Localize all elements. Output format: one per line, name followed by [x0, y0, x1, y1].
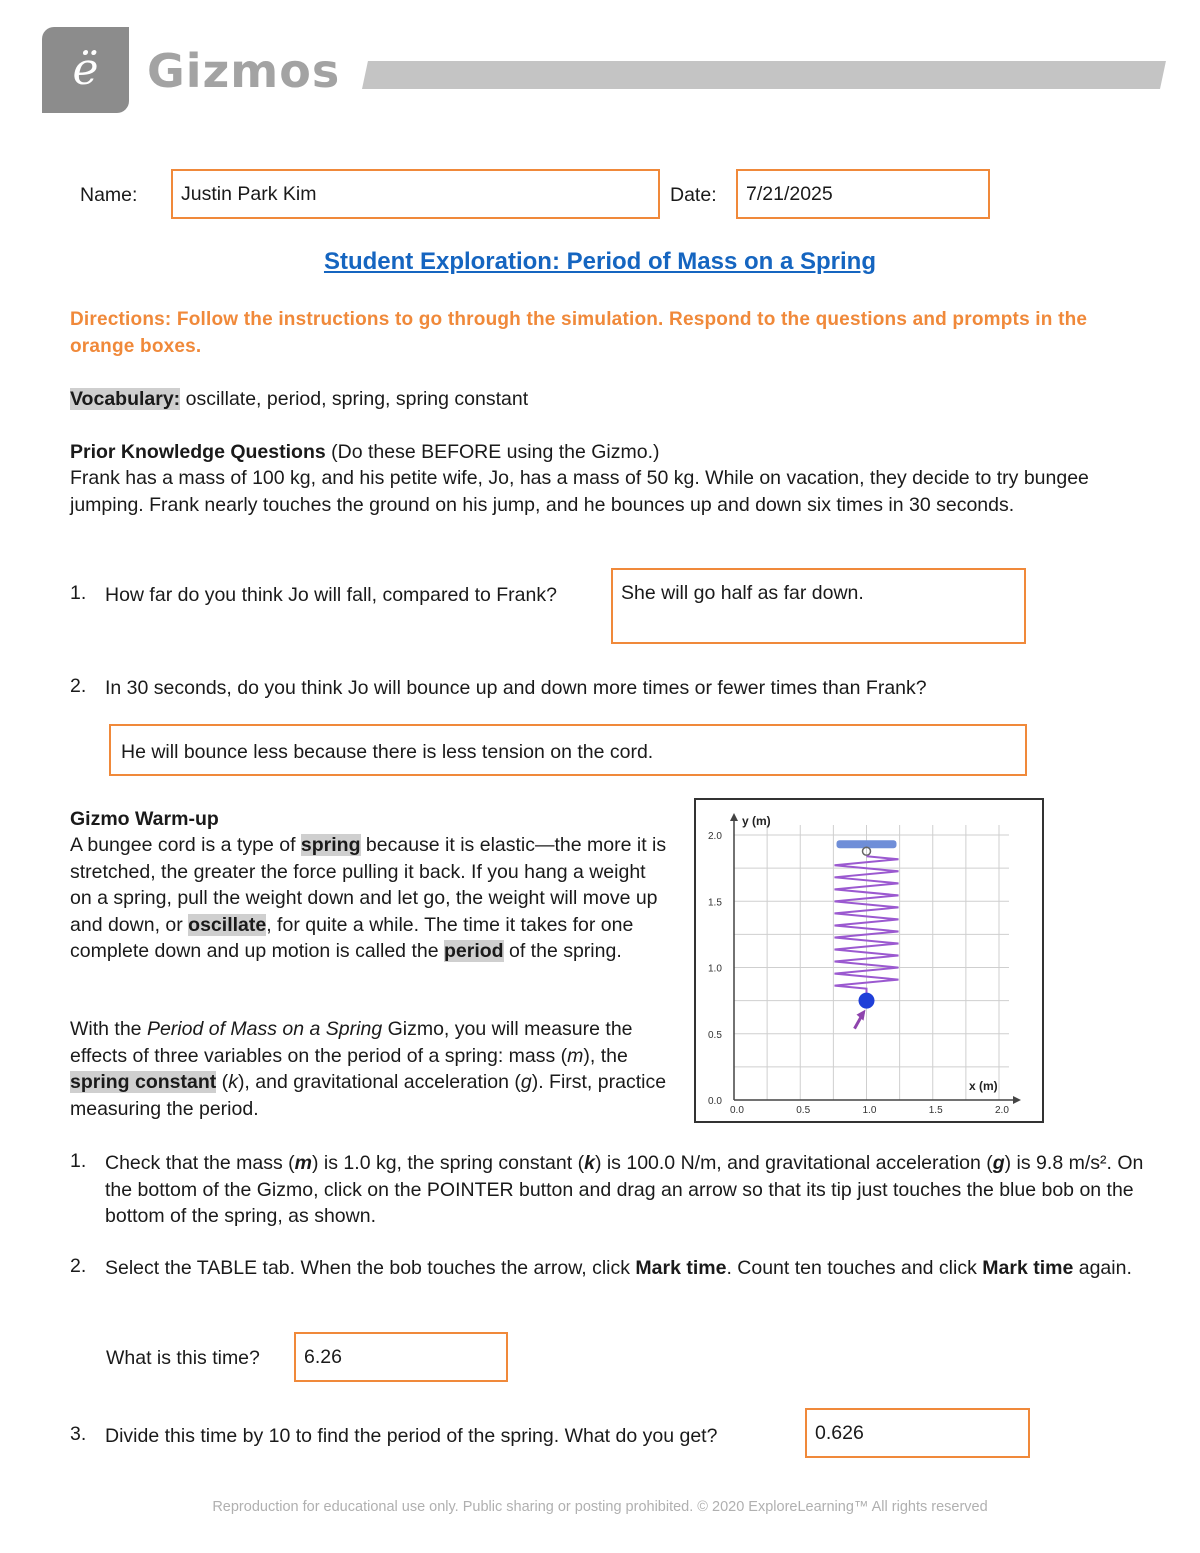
step3-answer: 0.626	[815, 1422, 864, 1444]
q2-answer: He will bounce less because there is less tension on the cord.	[121, 741, 654, 763]
gizmo-name: Period of Mass on a Spring	[146, 1018, 383, 1040]
prior-knowledge-note: (Do these BEFORE using the Gizmo.)	[325, 441, 660, 463]
x-tick-label: 0.5	[796, 1105, 811, 1116]
y-tick-label: 1.0	[708, 963, 722, 975]
x-axis-label: x (m)	[969, 1079, 998, 1093]
q1-answer-box[interactable]	[611, 568, 1026, 644]
step3-number: 3.	[70, 1423, 87, 1445]
x-axis-arrow	[1013, 1096, 1021, 1104]
s2-text-c: again.	[1073, 1257, 1132, 1279]
p1-text-a: A bungee cord is a type of	[70, 834, 301, 856]
term-spring: spring	[300, 834, 361, 856]
date-field[interactable]	[736, 169, 990, 219]
var-m: m	[567, 1044, 584, 1067]
s1-text-b: ) is 1.0 kg, the spring constant (	[312, 1152, 585, 1174]
prior-knowledge-text: Frank has a mass of 100 kg, and his petite wife, Jo, has a mass of 50 kg. While on vacation, they decide to try bungee jumping. Frank nearly touches the ground on his jump, and he bounces up and down six times in 30 seconds.	[70, 467, 1089, 516]
y-tick-label: 2.0	[708, 831, 722, 842]
spring-diagram	[694, 798, 1044, 1123]
footer-copyright: Reproduction for educational use only. Public sharing or posting prohibited. © 2020 ExploreLearning™ All rights reserved	[212, 1499, 988, 1515]
s2-text-b: . Count ten touches and click	[726, 1257, 983, 1279]
step1-text	[105, 1150, 1145, 1230]
step3-answer-box[interactable]	[805, 1408, 1030, 1458]
term-spring-constant: spring constant	[70, 1071, 217, 1093]
step1-number: 1.	[70, 1150, 87, 1172]
date-label: Date:	[670, 184, 717, 206]
p1-text-c: , for quite a while. The time it takes for one complete down and up motion is called the	[70, 913, 634, 962]
term-oscillate: oscillate	[188, 913, 267, 936]
prior-knowledge-heading: Prior Knowledge Questions	[70, 441, 326, 463]
step2-text	[105, 1255, 1135, 1282]
q2-text: In 30 seconds, do you think Jo will bounce up and down more times or fewer times than Frank?	[105, 677, 927, 699]
s1-text-d: ) is 9.8 m/s². On the bottom of the Gizmo, click on the POINTER button and drag an arrow so that its tip just touches the blue bob on the bottom of the spring, as shown.	[105, 1152, 1144, 1227]
s1-text-a: Check that the mass (	[105, 1152, 295, 1174]
bob	[859, 993, 875, 1009]
vocabulary-line	[70, 386, 1150, 413]
y-axis-arrow	[730, 813, 738, 821]
q2-answer-box[interactable]	[109, 724, 1027, 776]
y-tick-label: 1.5	[708, 897, 722, 909]
explorelearning-logo	[42, 27, 129, 113]
var-k: k	[228, 1071, 238, 1093]
p2-text-c: ), the	[583, 1044, 628, 1067]
mark-time-label-2: Mark time	[982, 1257, 1074, 1279]
q2-number: 2.	[70, 675, 87, 697]
warmup-heading-text: Gizmo Warm-up	[70, 808, 219, 830]
vocabulary-terms: oscillate, period, spring, spring constant	[180, 388, 529, 410]
step3-text: Divide this time by 10 to find the period of the spring. What do you get?	[105, 1425, 718, 1447]
p1-text-d: of the spring.	[503, 940, 622, 962]
p2-text-b: Gizmo, you will measure the effects of three variables on the period of a spring: mass (	[70, 1018, 633, 1067]
p2-text-e: ), and gravitational acceleration (	[237, 1071, 521, 1093]
s1-var-k: k	[584, 1152, 595, 1174]
page-title: Student Exploration: Period of Mass on a Spring	[323, 248, 877, 275]
step2-number: 2.	[70, 1255, 87, 1277]
warmup-paragraph-2	[70, 1016, 678, 1122]
header-bar	[362, 61, 1166, 89]
y-axis-label: y (m)	[742, 814, 771, 828]
x-tick-label: 0.0	[730, 1105, 744, 1116]
x-tick-label: 1.0	[862, 1105, 877, 1116]
p1-text-b: because it is elastic—the more it is stretched, the greater the force pulling it back. If you hang a weight on a spring, pull the weight down and let go, the weight will move up and down, or	[70, 834, 667, 936]
var-g: g	[520, 1071, 532, 1093]
date-value: 7/21/2025	[746, 183, 833, 205]
p2-text-f: ). First, practice measuring the period.	[70, 1071, 667, 1120]
logo-glyph: ë	[72, 44, 99, 95]
s1-text-c: ) is 100.0 N/m, and gravitational acceleration (	[594, 1152, 993, 1174]
term-period: period	[443, 940, 504, 962]
spring-diagram-svg	[696, 800, 1042, 1121]
s1-var-m: m	[294, 1152, 313, 1174]
y-tick-label: 0.5	[708, 1029, 722, 1041]
name-value: Justin Park Kim	[181, 183, 317, 205]
q1-text: How far do you think Jo will fall, compared to Frank?	[105, 584, 557, 606]
brand-name: Gizmos	[147, 44, 341, 98]
y-tick-label: 0.0	[708, 1096, 722, 1107]
p2-text-d: (	[216, 1071, 229, 1093]
name-label: Name:	[80, 184, 138, 206]
x-tick-label: 2.0	[995, 1105, 1009, 1116]
s1-var-g: g	[992, 1152, 1005, 1174]
warmup-paragraph-1	[70, 832, 670, 965]
step2-question: What is this time?	[106, 1347, 260, 1369]
q1-number: 1.	[70, 582, 87, 604]
mark-time-label-1: Mark time	[635, 1257, 727, 1279]
x-tick-label: 1.5	[928, 1105, 943, 1116]
p2-text-a: With the	[70, 1018, 147, 1040]
prior-knowledge-heading-line	[70, 439, 1150, 466]
directions: Directions: Follow the instructions to go through the simulation. Respond to the questions and prompts in the orange boxes.	[70, 309, 1088, 357]
step2-answer-box[interactable]	[294, 1332, 508, 1382]
q1-answer: She will go half as far down.	[621, 582, 864, 604]
step2-answer: 6.26	[304, 1346, 342, 1368]
vocabulary-label: Vocabulary:	[70, 388, 181, 410]
name-field[interactable]	[171, 169, 660, 219]
s2-text-a: Select the TABLE tab. When the bob touches the arrow, click	[105, 1257, 636, 1279]
